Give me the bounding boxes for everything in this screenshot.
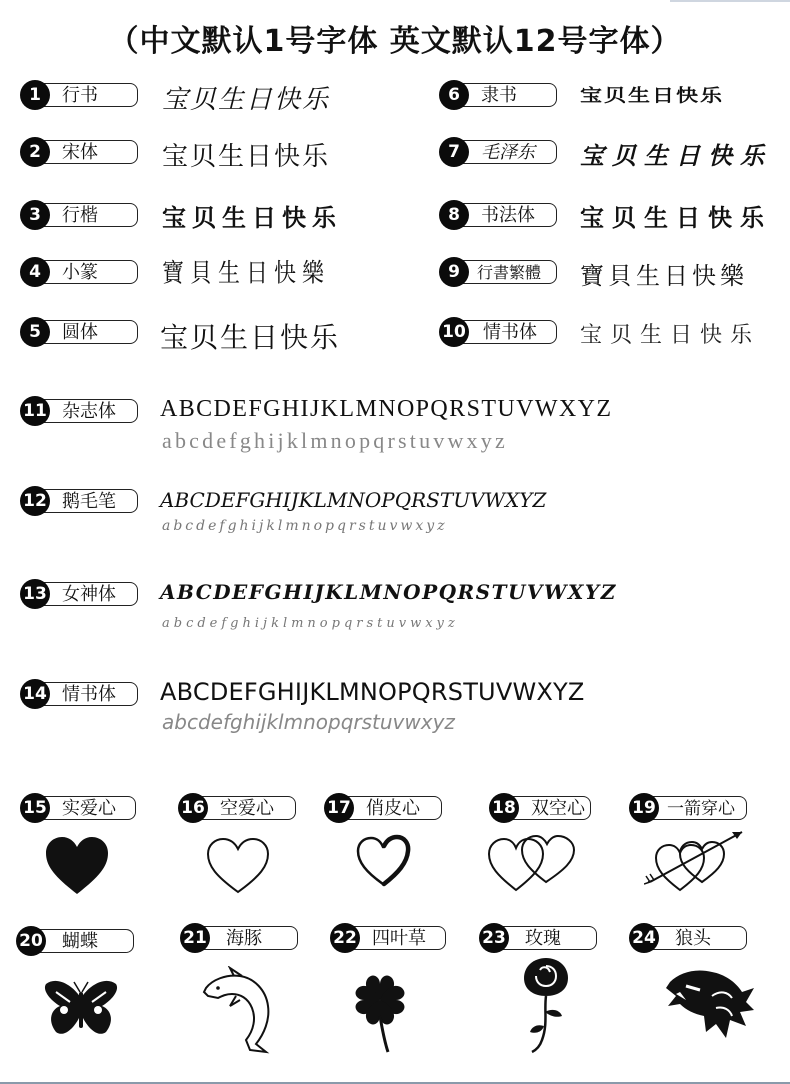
lowercase-sample-11: abcdefghijklmnopqrstuvwxyz — [162, 428, 508, 453]
font-label: 杂志体 — [62, 401, 116, 422]
font-sample-3: 宝贝生日快乐 — [162, 203, 342, 232]
option-number: 17 — [324, 793, 354, 823]
clover-icon[interactable] — [348, 970, 412, 1054]
option-number: 21 — [180, 923, 210, 953]
pattern-option-19[interactable] — [632, 796, 747, 820]
option-number: 12 — [20, 486, 50, 516]
option-number: 22 — [330, 923, 360, 953]
option-number: 9 — [439, 257, 469, 287]
option-number: 24 — [629, 923, 659, 953]
option-number: 6 — [439, 80, 469, 110]
option-number: 8 — [439, 200, 469, 230]
option-number: 23 — [479, 923, 509, 953]
pattern-label: 狼头 — [675, 928, 711, 949]
uppercase-sample-11: ABCDEFGHIJKLMNOPQRSTUVWXYZ — [160, 396, 613, 422]
pattern-option-21[interactable] — [183, 926, 298, 950]
pattern-label: 一箭穿心 — [667, 799, 735, 819]
pattern-label: 实爱心 — [62, 798, 116, 819]
arrow-heart-icon[interactable] — [644, 824, 748, 894]
pattern-label: 玫瑰 — [525, 928, 561, 949]
lowercase-sample-12: abcdefghijklmnopqrstuvwxyz — [162, 518, 448, 534]
font-option-14[interactable] — [23, 682, 138, 706]
font-sample-6: 宝贝生日快乐 — [580, 86, 725, 107]
option-number: 20 — [16, 926, 46, 956]
font-option-1[interactable] — [29, 83, 138, 107]
lowercase-sample-13: abcdefghijklmnopqrstuvwxyz — [162, 616, 459, 631]
option-number: 3 — [20, 200, 50, 230]
option-number: 10 — [439, 317, 469, 347]
option-number: 19 — [629, 793, 659, 823]
font-option-2[interactable] — [29, 140, 138, 164]
font-option-13[interactable] — [23, 582, 138, 606]
top-rule — [670, 0, 790, 2]
font-label: 鹅毛笔 — [62, 491, 116, 512]
pattern-option-24[interactable] — [632, 926, 747, 950]
option-number: 13 — [20, 579, 50, 609]
option-number: 15 — [20, 793, 50, 823]
pattern-label: 四叶草 — [372, 928, 426, 949]
page-title: （中文默认1号字体 英文默认12号字体） — [108, 24, 682, 59]
font-label: 情书体 — [62, 684, 116, 705]
font-label: 情书体 — [483, 322, 537, 343]
font-sample-8: 宝贝生日快乐 — [580, 203, 772, 232]
pattern-label: 俏皮心 — [366, 798, 420, 819]
font-option-3[interactable] — [29, 203, 138, 227]
option-number: 2 — [20, 137, 50, 167]
font-label: 女神体 — [62, 584, 116, 605]
font-label: 毛泽东 — [481, 142, 535, 163]
lowercase-sample-14: abcdefghijklmnopqrstuvwxyz — [162, 710, 455, 734]
pattern-option-17[interactable] — [327, 796, 442, 820]
font-sample-4: 寶貝生日快樂 — [162, 259, 331, 289]
option-number: 1 — [20, 80, 50, 110]
option-number: 5 — [20, 317, 50, 347]
double-heart-icon[interactable] — [486, 832, 582, 894]
butterfly-icon[interactable] — [42, 978, 120, 1040]
font-sample-1: 宝贝生日快乐 — [162, 85, 331, 115]
pattern-option-20[interactable] — [19, 929, 134, 953]
font-label: 书法体 — [481, 205, 535, 226]
pattern-option-15[interactable] — [23, 796, 136, 820]
option-number: 14 — [20, 679, 50, 709]
font-label: 小篆 — [62, 262, 98, 283]
font-label: 行書繁體 — [477, 263, 542, 282]
font-sample-7: 宝贝生日快乐 — [580, 141, 772, 170]
pattern-label: 海豚 — [226, 928, 262, 949]
pattern-label: 蝴蝶 — [62, 931, 98, 952]
font-option-11[interactable] — [23, 399, 138, 423]
font-label: 宋体 — [62, 142, 98, 163]
outline-heart-icon[interactable] — [204, 836, 272, 896]
uppercase-sample-13: ABCDEFGHIJKLMNOPQRSTUVWXYZ — [160, 580, 617, 604]
pattern-option-16[interactable] — [181, 796, 296, 820]
font-option-8[interactable] — [448, 203, 557, 227]
pattern-label: 双空心 — [531, 798, 585, 819]
font-option-12[interactable] — [23, 489, 138, 513]
playful-heart-icon[interactable] — [354, 834, 412, 888]
option-number: 18 — [489, 793, 519, 823]
pattern-label: 空爱心 — [220, 798, 274, 819]
rose-icon[interactable] — [518, 954, 574, 1054]
font-option-10[interactable] — [442, 320, 557, 344]
font-option-6[interactable] — [448, 83, 557, 107]
uppercase-sample-12: ABCDEFGHIJKLMNOPQRSTUVWXYZ — [160, 488, 547, 512]
font-option-7[interactable] — [448, 140, 557, 164]
option-number: 11 — [20, 396, 50, 426]
option-number: 4 — [20, 257, 50, 287]
font-sample-5: 宝贝生日快乐 — [160, 321, 341, 354]
font-sample-10: 宝贝生日快乐 — [580, 323, 761, 348]
pattern-option-18[interactable] — [492, 796, 591, 820]
font-option-9[interactable] — [448, 260, 557, 284]
font-label: 隶书 — [481, 85, 517, 106]
font-sample-9: 寶貝生日快樂 — [580, 262, 748, 290]
wolf-head-icon[interactable] — [666, 966, 756, 1042]
font-label: 行楷 — [62, 205, 98, 226]
option-number: 16 — [178, 793, 208, 823]
pattern-option-22[interactable] — [333, 926, 446, 950]
option-number: 7 — [439, 137, 469, 167]
solid-heart-icon[interactable] — [44, 836, 110, 896]
font-label: 圆体 — [62, 322, 98, 343]
font-option-5[interactable] — [29, 320, 138, 344]
dolphin-icon[interactable] — [200, 966, 280, 1054]
font-sample-2: 宝贝生日快乐 — [162, 142, 331, 171]
font-option-4[interactable] — [29, 260, 138, 284]
font-label: 行书 — [62, 85, 98, 106]
pattern-option-23[interactable] — [482, 926, 597, 950]
uppercase-sample-14: ABCDEFGHIJKLMNOPQRSTUVWXYZ — [160, 678, 585, 706]
